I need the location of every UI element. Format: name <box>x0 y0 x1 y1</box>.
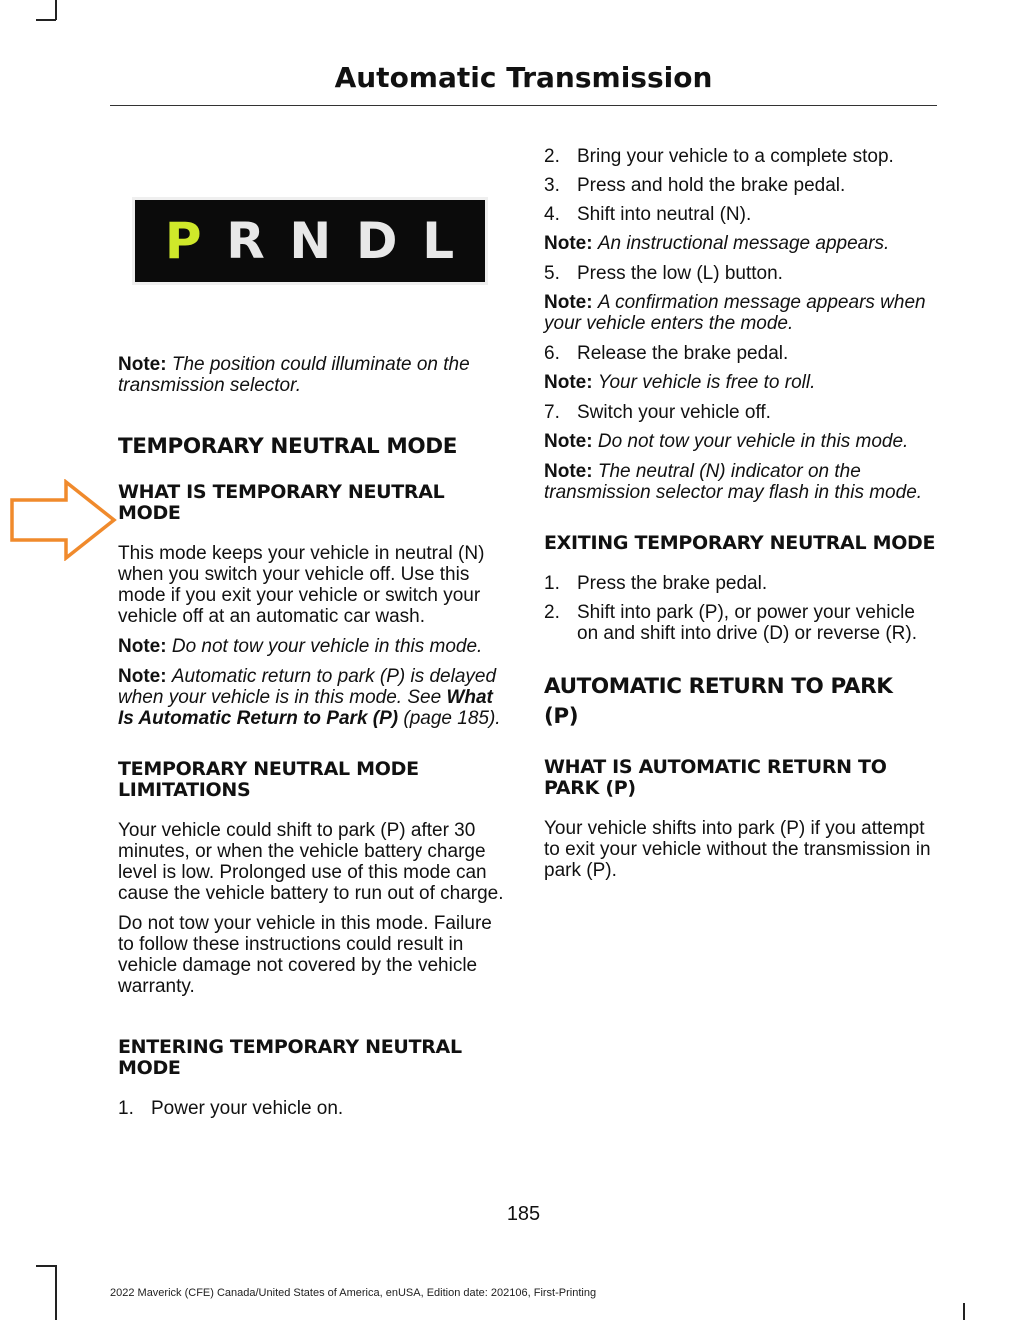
title-rule <box>110 105 937 106</box>
list-item: 3. Press and hold the brake pedal. <box>544 175 846 196</box>
note-do-not-tow: Note: Do not tow your vehicle in this mode. <box>118 636 483 657</box>
list-item: 5. Press the low (L) button. <box>544 263 783 284</box>
note-instructional: Note: An instructional message appears. <box>544 233 890 254</box>
list-item: 2. Shift into park (P), or power your vehicle on and shift into drive (D) or reverse (R). <box>544 602 918 644</box>
page-number: 185 <box>506 1203 541 1225</box>
list-item: 2. Bring your vehicle to a complete stop. <box>544 146 894 167</box>
right-column <box>544 146 939 890</box>
list-item: 4. Shift into neutral (N). <box>544 204 752 225</box>
paragraph-do-not-tow: Do not tow your vehicle in this mode. Failure to follow these instructions could result in vehicle damage not covered by the vehicle warranty. <box>118 913 492 997</box>
list-item: 1. Power your vehicle on. <box>118 1098 344 1119</box>
note-indicator-flash: Note: The neutral (N) indicator on the transmission selector may flash in this mode. <box>544 461 923 503</box>
paragraph-mode-keeps: This mode keeps your vehicle in neutral (N) when you switch your vehicle off. Use this mode if you exit your vehicle or switch your vehicle off at an automatic car wash. <box>118 543 485 627</box>
heading-entering: ENTERING TEMPORARY NEUTRAL MODE <box>118 1036 462 1079</box>
crop-mark <box>36 19 56 21</box>
cross-reference-link[interactable]: What Is Automatic Return to Park (P) <box>118 687 493 729</box>
crop-mark <box>963 1303 965 1320</box>
note-automatic-return: Note: Automatic return to park (P) is delayed when your vehicle is in this mode. See What Is Automatic Return to Park (P) (page 185). <box>118 666 501 729</box>
selector-letter-l: L <box>422 212 456 270</box>
note-do-not-tow-2: Note: Do not tow your vehicle in this mode. <box>544 431 909 452</box>
heading-limitations: TEMPORARY NEUTRAL MODE LIMITATIONS <box>118 758 419 801</box>
left-column <box>118 354 508 1127</box>
heading-exiting: EXITING TEMPORARY NEUTRAL MODE <box>544 532 936 554</box>
heading-automatic-return-to-park: AUTOMATIC RETURN TO PARK (P) <box>544 674 893 729</box>
note-position: Note: The position could illuminate on the transmission selector. <box>118 354 470 396</box>
crop-mark <box>55 0 57 20</box>
selector-letter-d: D <box>355 212 399 270</box>
note-confirmation: Note: A confirmation message appears when your vehicle enters the mode. <box>544 292 926 334</box>
paragraph-automatic-return: Your vehicle shifts into park (P) if you attempt to exit your vehicle without the transmission in park (P). <box>544 818 931 881</box>
list-item: 6. Release the brake pedal. <box>544 343 789 364</box>
list-item: 7. Switch your vehicle off. <box>544 402 771 423</box>
selector-letter-p: P <box>164 212 203 270</box>
heading-what-is-automatic-return: WHAT IS AUTOMATIC RETURN TO PARK (P) <box>544 756 887 799</box>
crop-mark <box>55 1265 57 1320</box>
crop-mark <box>36 1265 56 1267</box>
footer-edition-info: 2022 Maverick (CFE) Canada/United States of America, enUSA, Edition date: 202106, First-Printing <box>110 1287 597 1299</box>
selector-letter-n: N <box>289 212 333 270</box>
annotation-arrow-icon <box>9 479 117 561</box>
prndl-selector-figure <box>135 200 485 282</box>
note-free-to-roll: Note: Your vehicle is free to roll. <box>544 372 816 393</box>
page-title: Automatic Transmission <box>334 61 713 94</box>
heading-temporary-neutral-mode: TEMPORARY NEUTRAL MODE <box>118 434 458 459</box>
selector-letter-r: R <box>226 212 266 270</box>
paragraph-limitations: Your vehicle could shift to park (P) after 30 minutes, or when the vehicle battery charge level is low. Prolonged use of this mode can cause the vehicle battery to run out of charge. <box>118 820 504 904</box>
heading-what-is-temporary-neutral-mode: WHAT IS TEMPORARY NEUTRAL MODE <box>118 481 445 524</box>
list-item: 1. Press the brake pedal. <box>544 573 768 594</box>
